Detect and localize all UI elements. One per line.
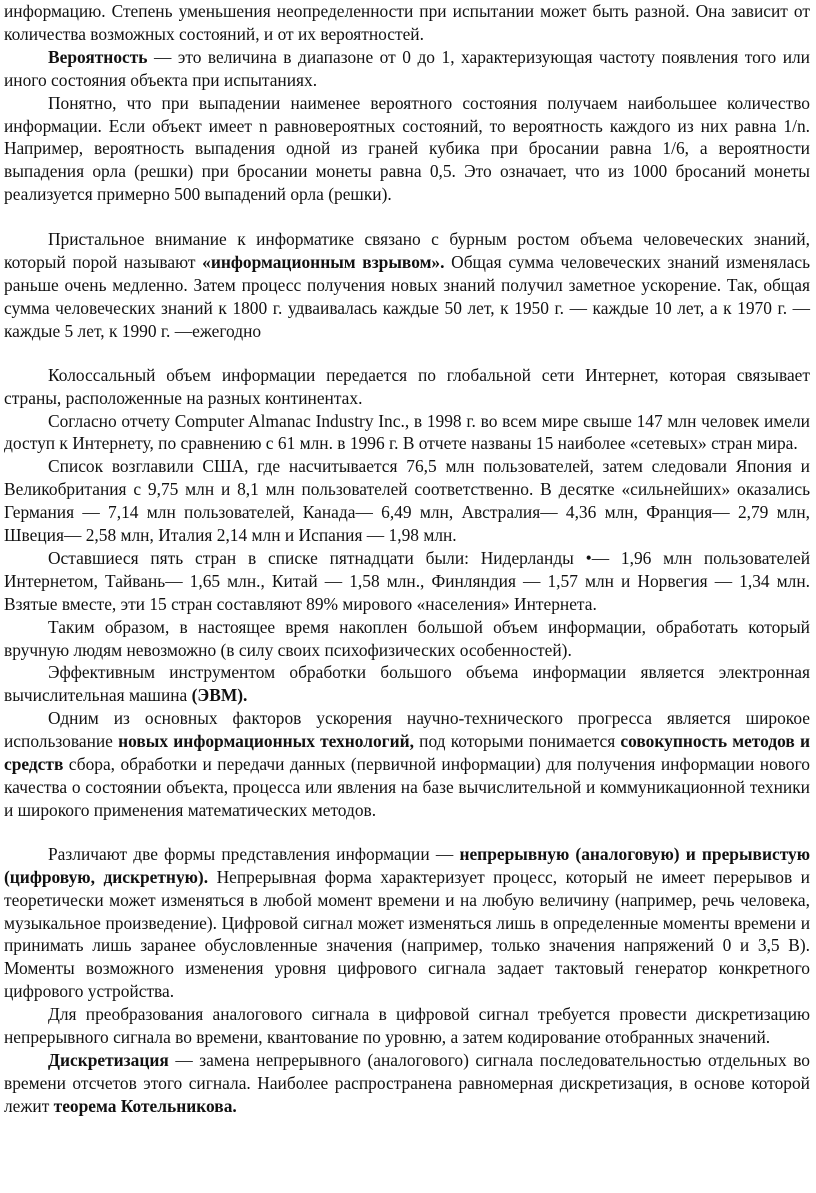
paragraph-internet: Колоссальный объем информации передается по глобальной сети Интернет, которая связывает страны, расположенные на разных континентах. [4,364,810,408]
paragraph-country-list: Список возглавили США, где насчитывается 76,5 млн пользователей, затем следовали Япония и Великобритания с 9,75 млн и 8,1 млн пользователей соответственно. В десятке «сильнейших» оказались Германия — 7,14 млн пользователей, Канада— 6,49 млн, Австралия— 4,36 млн, Франция— 2,79 млн, Швеция— 2,58 млн, Италия 2,14 млн и Испания — 1,98 млн. [4,456,810,546]
term-probability: Вероятность [48,46,148,67]
term-computer: (ЭВМ). [191,685,248,706]
paragraph-conversion: Для преобразования аналогового сигнала в цифровой сигнал требуется провести дискретизацию непрерывного сигнала во времени, квантование по уровню, а затем кодирование отобранных значений. [4,1004,810,1048]
paragraph-least-probable: Понятно, что при выпадении наименее вероятного состояния получаем наибольшее количество информации. Если объект имеет n равновероятных состояний, то вероятность каждого из них равна 1/n. Например, вероятность выпадения одной из граней кубика при бросании равна 1/6, а вероятности выпадения орла (решки) при бросании монеты равна 0,5. Это означает, что из 1000 бросаний монеты реализуется примерно 500 выпадений орла (решки). [4,92,810,205]
paragraph-remaining-countries: Оставшиеся пять стран в списке пятнадцати были: Нидерланды •— 1,96 млн пользователей Интернетом, Тайвань— 1,65 млн., Китай — 1,58 млн., Финляндия — 1,57 млн и Норвегия — 1,34 млн. Взятые вместе, эти 15 стран составляют 89% мирового «населения» Интернета. [4,547,810,614]
paragraph-information-explosion: Пристальное внимание к информатике связано с бурным ростом объема человеческих знаний, который порой называют «информационным взрывом». Общая сумма человеческих знаний изменялась раньше очень медленно. Затем процесс получения новых знаний получил заметное ускорение. Так, общая сумма человеческих знаний к 1800 г. удваивалась каждые 50 лет, к 1950 г. — каждые 10 лет, а к 1970 г. — каждые 5 лет, к 1990 г. —ежегодно [4,229,811,341]
paragraph-computer: Эффективным инструментом обработки большого объема информации является электронная вычислительная машина (ЭВМ). [4,662,810,706]
paragraph-report: Согласно отчету Computer Almanac Industry Inc., в 1998 г. во всем мире свыше 147 млн человек имели доступ к Интернету, по сравнению с 61 млн. в 1996 г. В отчете названы 15 наиболее «сетевых» стран мира. [4,410,810,454]
term-methods-and-means: совокупность методов и средств [4,731,810,775]
paragraph-new-technologies: Одним из основных факторов ускорения научно-технического прогресса является широкое использование новых информационных технологий, под которыми понимается совокупность методов и средств сбора, обработки и передачи данных (первичной информации) для получения информации нового качества о состоянии объекта, процесса или явления на базе вычислительной и коммуникационной техники и широкого применения математических методов. [4,708,810,820]
paragraph-sampling: Дискретизация — замена непрерывного (аналогового) сигнала последовательностью отдельных во времени отсчетов этого сигнала. Наиболее распространена равномерная дискретизация, в основе которой лежит теорема Котельникова. [4,1049,810,1116]
paragraph-large-volume: Таким образом, в настоящее время накоплен большой объем информации, обработать который вручную людям невозможно (в силу своих психофизических особенностей). [4,616,810,660]
term-sampling: Дискретизация [48,1049,169,1070]
term-continuous-discrete: непрерывную (аналоговую) и прерывистую (цифровую, дискретную). [4,843,810,887]
paragraph-probability: Вероятность — это величина в диапазоне от 0 до 1, характеризующая частоту появления того или иного состояния объекта при испытаниях. [4,46,810,90]
term-information-explosion: «информационным взрывом». [202,252,445,273]
paragraph-uncertainty: информацию. Степень уменьшения неопределенности при испытании может быть разной. Она зависит от количества возможных состояний, и от их вероятностей. [4,1,810,44]
paragraph-signal-forms: Различают две формы представления информации — непрерывную (аналоговую) и прерывистую (цифровую, дискретную). Непрерывная форма характеризует процесс, который не имеет перерывов и теоретически может изменяться в любой момент времени и на любую величину (например, речь человека, музыкальное произведение). Цифровой сигнал может изменяться лишь в определенные моменты времени и принимать лишь заранее обусловленные значения (например, только значения напряжений 0 и 3,5 В). Моменты возможного изменения уровня цифрового сигнала задает тактовый генератор конкретного цифрового устройства. [4,843,810,1002]
term-kotelnikov-theorem: теорема Котельникова. [53,1095,237,1116]
term-new-technologies: новых информационных технологий, [118,731,414,752]
